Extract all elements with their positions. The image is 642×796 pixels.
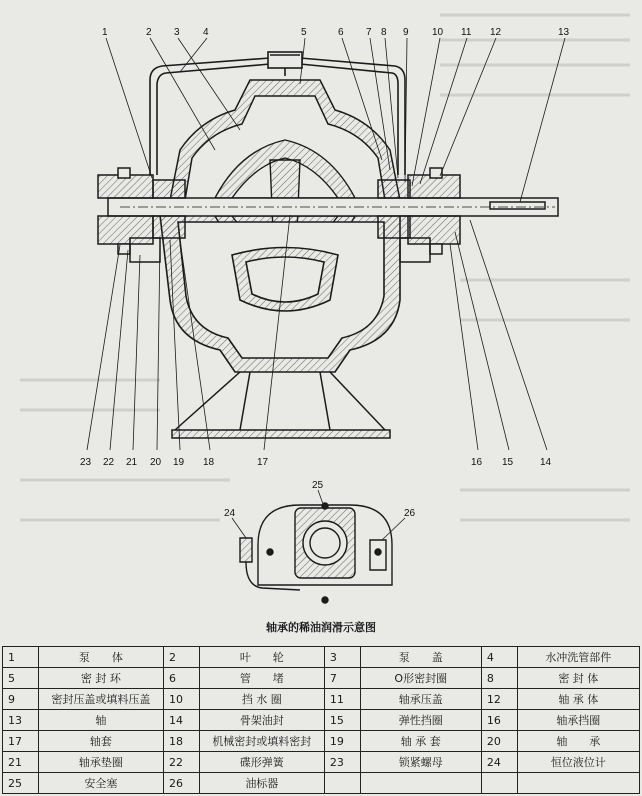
callout-15: 15	[502, 457, 514, 468]
part-number: 25	[3, 773, 39, 794]
callout-3: 3	[174, 27, 180, 38]
callout-21: 21	[126, 457, 138, 468]
part-name: 管 堵	[199, 668, 324, 689]
part-number: 15	[324, 710, 360, 731]
part-number: 20	[481, 731, 517, 752]
part-number: 2	[163, 647, 199, 668]
shaft	[108, 198, 558, 216]
callout-17: 17	[257, 457, 269, 468]
part-number: 16	[481, 710, 517, 731]
part-number: 13	[3, 710, 39, 731]
part-number: 9	[3, 689, 39, 710]
part-number: 11	[324, 689, 360, 710]
callout-13: 13	[558, 27, 570, 38]
part-name: 密 封 环	[38, 668, 163, 689]
part-name: 恒位液位计	[517, 752, 639, 773]
part-number: 17	[3, 731, 39, 752]
part-name: 骨架油封	[199, 710, 324, 731]
lubrication-detail	[232, 490, 405, 603]
part-name: 叶 轮	[199, 647, 324, 668]
callout-14: 14	[540, 457, 552, 468]
part-name: 密封压盖或填料压盖	[38, 689, 163, 710]
callout-10: 10	[432, 27, 444, 38]
part-number: 14	[163, 710, 199, 731]
part-name: 碟形弹簧	[199, 752, 324, 773]
callout-20: 20	[150, 457, 162, 468]
callout-22: 22	[103, 457, 115, 468]
empty-cell	[517, 773, 639, 794]
pump-body	[160, 215, 400, 372]
part-name: 密 封 体	[517, 668, 639, 689]
callout-2: 2	[146, 27, 152, 38]
callout-4: 4	[203, 27, 209, 38]
callout-26: 26	[404, 508, 416, 519]
table-row	[3, 689, 640, 710]
part-number: 18	[163, 731, 199, 752]
table-row	[3, 773, 640, 794]
part-number: 24	[481, 752, 517, 773]
parts-list-table	[2, 646, 640, 794]
callout-8: 8	[381, 27, 387, 38]
part-number: 3	[324, 647, 360, 668]
pump-stand	[172, 372, 390, 438]
part-number: 1	[3, 647, 39, 668]
callout-24: 24	[224, 508, 236, 519]
part-number: 12	[481, 689, 517, 710]
part-number: 22	[163, 752, 199, 773]
part-name: 轴	[38, 710, 163, 731]
part-name: 泵 体	[38, 647, 163, 668]
part-number: 7	[324, 668, 360, 689]
part-name: 轴承挡圈	[517, 710, 639, 731]
part-name: 机械密封或填料密封	[199, 731, 324, 752]
part-name: 轴 承 套	[360, 731, 481, 752]
callouts-top	[102, 27, 570, 38]
empty-cell	[481, 773, 517, 794]
part-name: 油标器	[199, 773, 324, 794]
part-name: 弹性挡圈	[360, 710, 481, 731]
table-row	[3, 647, 640, 668]
callout-9: 9	[403, 27, 409, 38]
callout-16: 16	[471, 457, 483, 468]
part-number: 19	[324, 731, 360, 752]
part-name: 水冲洗管部件	[517, 647, 639, 668]
part-number: 4	[481, 647, 517, 668]
table-row	[3, 752, 640, 773]
table-row	[3, 668, 640, 689]
callout-1: 1	[102, 27, 108, 38]
figure-caption: 轴承的稀油润滑示意图	[266, 621, 376, 634]
empty-cell	[360, 773, 481, 794]
part-name: 轴 承 体	[517, 689, 639, 710]
part-name: 轴 承	[517, 731, 639, 752]
part-name: 轴套	[38, 731, 163, 752]
callout-18: 18	[203, 457, 215, 468]
part-number: 21	[3, 752, 39, 773]
callouts-bottom	[80, 457, 552, 468]
part-name: 泵 盖	[360, 647, 481, 668]
callout-7: 7	[366, 27, 372, 38]
part-number: 26	[163, 773, 199, 794]
table-row	[3, 710, 640, 731]
callout-6: 6	[338, 27, 344, 38]
callout-25: 25	[312, 480, 324, 491]
table-row	[3, 731, 640, 752]
empty-cell	[324, 773, 360, 794]
callout-12: 12	[490, 27, 502, 38]
part-name: 挡 水 圈	[199, 689, 324, 710]
callout-5: 5	[301, 27, 307, 38]
part-number: 5	[3, 668, 39, 689]
part-number: 6	[163, 668, 199, 689]
part-number: 8	[481, 668, 517, 689]
part-name: O形密封圈	[360, 668, 481, 689]
part-name: 锁紧螺母	[360, 752, 481, 773]
callout-19: 19	[173, 457, 185, 468]
part-name: 轴承垫圈	[38, 752, 163, 773]
part-number: 10	[163, 689, 199, 710]
callout-11: 11	[461, 27, 472, 38]
part-name: 安全塞	[38, 773, 163, 794]
callout-23: 23	[80, 457, 92, 468]
part-name: 轴承压盖	[360, 689, 481, 710]
part-number: 23	[324, 752, 360, 773]
